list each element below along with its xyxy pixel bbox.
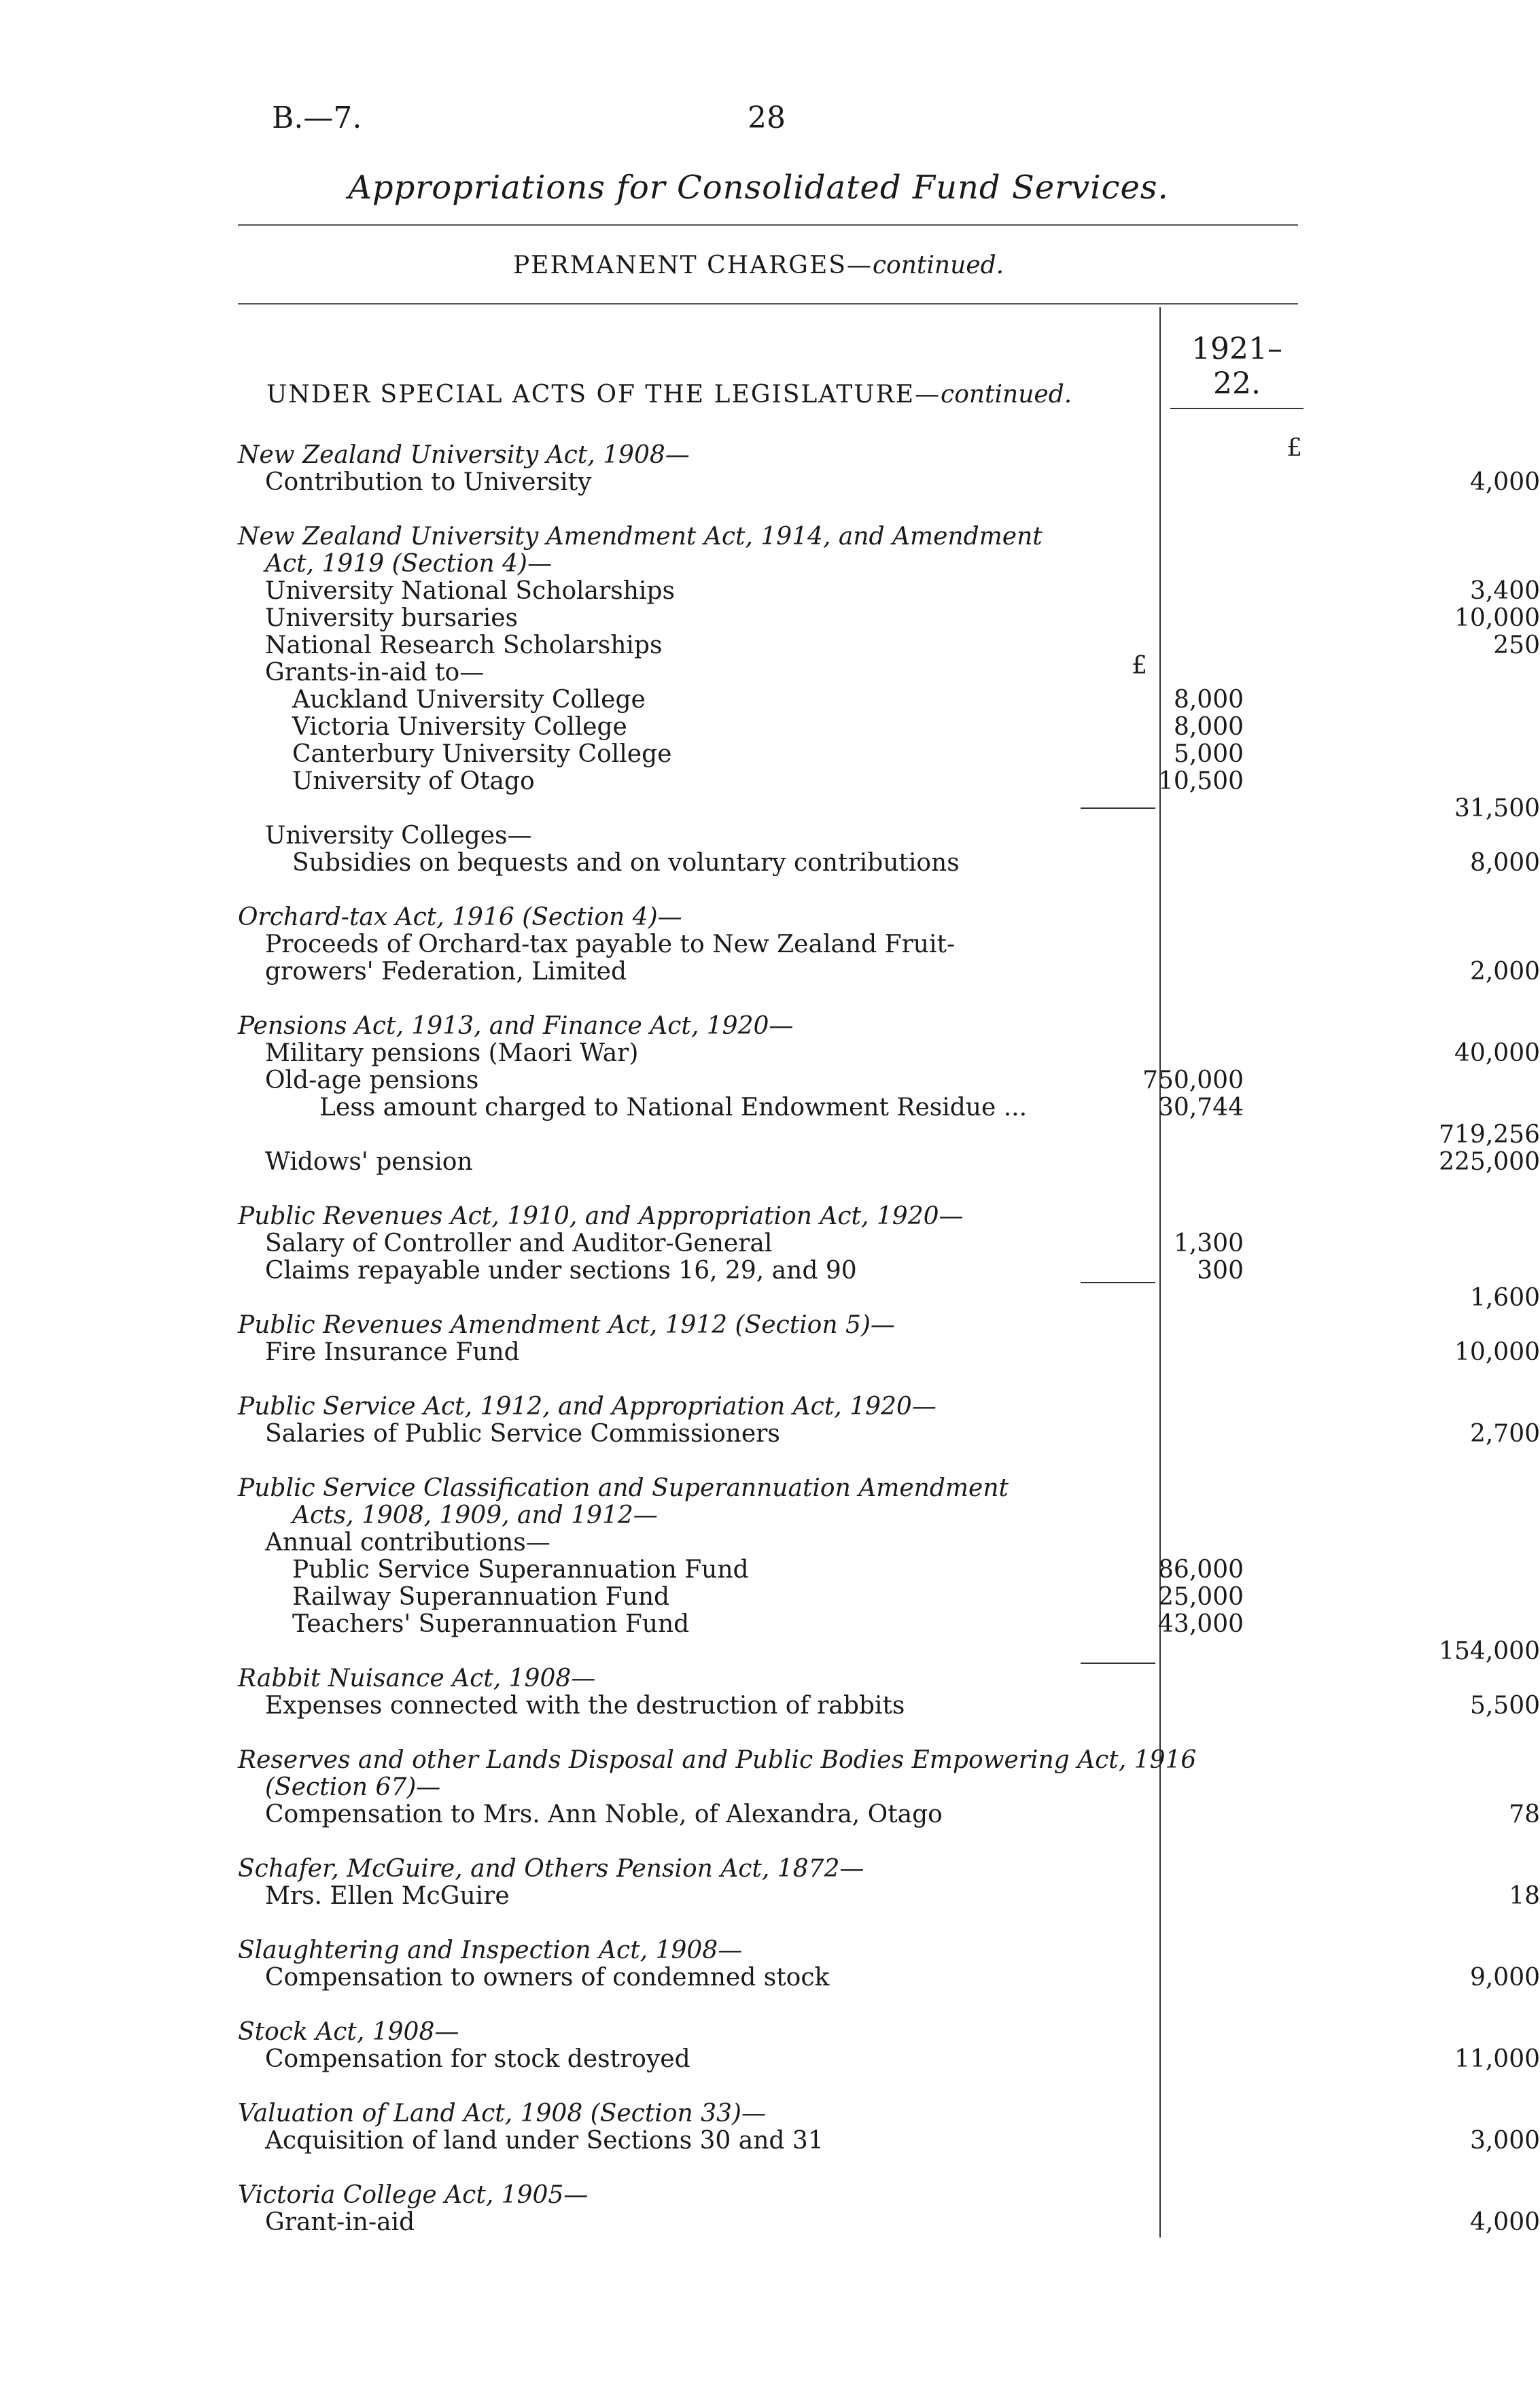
- list-item: [238, 740, 1244, 768]
- act-title: Stock Act, 1908—: [238, 2018, 459, 2046]
- act-title: Orchard-tax Act, 1916 (Section 4)—: [238, 903, 682, 931]
- year-amount: 8,000: [1469, 849, 1540, 877]
- list-item: [238, 1856, 1155, 1883]
- list-item: [238, 713, 1244, 741]
- list-item: [238, 1746, 1197, 1774]
- list-item: [238, 2208, 1540, 2236]
- item-label: Salaries of Public Service Commissioners: [265, 1420, 780, 1448]
- year-amount: 9,000: [1469, 1964, 1540, 1992]
- list-item: [238, 2182, 1155, 2209]
- item-label: Subsidies on bequests and on voluntary contributions: [292, 849, 960, 877]
- sub-amount: 43,000: [1158, 1610, 1244, 1638]
- list-item: [238, 1801, 1540, 1828]
- list-item: [238, 1637, 1540, 1665]
- list-item: [238, 1312, 1155, 1339]
- list-item: [238, 1692, 1540, 1720]
- under-heading: [266, 381, 1072, 408]
- item-label: Grant-in-aid: [265, 2208, 415, 2236]
- act-title: Acts, 1908, 1909, and 1912—: [292, 1501, 658, 1529]
- sub-amount: 30,744: [1158, 1094, 1244, 1121]
- item-label: Teachers' Superannuation Fund: [292, 1610, 690, 1638]
- year-column-header: 1921–22.: [1191, 332, 1282, 401]
- section-title-continued: continued.: [872, 251, 1004, 279]
- sub-amount: 300: [1197, 1257, 1244, 1285]
- subtotal-rule: [1081, 1282, 1155, 1283]
- title-rule: [238, 224, 1298, 226]
- list-item: [238, 659, 1155, 686]
- list-item: [238, 1257, 1244, 1285]
- list-item: [238, 551, 1155, 578]
- item-label: Canterbury University College: [292, 740, 672, 768]
- list-item: [238, 2019, 1155, 2046]
- item-label: Compensation to owners of condemned stock: [265, 1964, 830, 1992]
- item-label: Military pensions (Maori War): [265, 1039, 639, 1067]
- item-label: Widows' pension: [265, 1148, 473, 1176]
- item-label: Auckland University College: [292, 686, 646, 714]
- item-label: growers' Federation, Limited: [265, 958, 627, 986]
- list-item: [238, 523, 1155, 551]
- list-item: [238, 1937, 1155, 1964]
- list-item: [238, 604, 1540, 632]
- item-label: Claims repayable under sections 16, 29, and 90: [265, 1257, 857, 1285]
- year-amount: 78: [1509, 1801, 1540, 1828]
- sub-amount: 750,000: [1142, 1066, 1244, 1094]
- act-title: Schafer, McGuire, and Others Pension Act, 1872—: [238, 1855, 864, 1883]
- list-item: [238, 631, 1540, 659]
- year-amount: 5,500: [1469, 1692, 1540, 1720]
- year-header-rule: [1170, 408, 1303, 409]
- section-title: [0, 251, 1517, 279]
- year-amount: 31,500: [1454, 795, 1540, 822]
- list-item: [238, 2100, 1155, 2127]
- list-item: [238, 795, 1540, 822]
- subtotal-rule: [1081, 807, 1155, 809]
- act-title: Act, 1919 (Section 4)—: [265, 550, 552, 578]
- list-item: [238, 1121, 1540, 1149]
- list-item: [238, 1610, 1244, 1638]
- year-amount: 10,000: [1454, 604, 1540, 632]
- item-label: University bursaries: [265, 604, 519, 632]
- item-label: Less amount charged to National Endowment Residue ...: [319, 1094, 1028, 1121]
- list-item: [238, 904, 1155, 931]
- list-item: [238, 468, 1540, 496]
- act-title: (Section 67)—: [265, 1773, 441, 1801]
- list-item: [238, 1013, 1155, 1040]
- sub-amount: 1,300: [1173, 1230, 1244, 1257]
- under-heading-text: UNDER SPECIAL ACTS OF THE LEGISLATURE—: [266, 381, 941, 408]
- list-item: [238, 686, 1244, 714]
- item-label: Railway Superannuation Fund: [292, 1583, 670, 1611]
- year-amount: 154,000: [1439, 1637, 1540, 1665]
- list-item: [238, 1393, 1155, 1421]
- year-amount: 40,000: [1454, 1039, 1540, 1067]
- list-item: [238, 767, 1244, 795]
- sub-amount: 8,000: [1173, 713, 1244, 741]
- list-item: [238, 1556, 1244, 1584]
- sub-amount: 5,000: [1173, 740, 1244, 768]
- list-item: [238, 1665, 1155, 1692]
- list-item: [238, 849, 1540, 877]
- list-item: [238, 1338, 1540, 1366]
- list-item: [238, 1203, 1155, 1230]
- document-reference: B.—7.: [272, 101, 362, 135]
- list-item: [238, 1039, 1540, 1067]
- act-title: Victoria College Act, 1905—: [238, 2181, 589, 2209]
- list-item: [238, 1475, 1155, 1502]
- year-amount: 2,000: [1469, 958, 1540, 986]
- act-title: Pensions Act, 1913, and Finance Act, 1920—: [238, 1012, 794, 1040]
- list-item: [238, 577, 1540, 605]
- item-label: Acquisition of land under Sections 30 and 31: [265, 2127, 824, 2155]
- list-item: [238, 2045, 1540, 2073]
- under-heading-continued: continued.: [941, 381, 1072, 408]
- section-rule: [238, 303, 1298, 305]
- list-item: [238, 1964, 1540, 1992]
- act-title: New Zealand University Amendment Act, 1914, and Amendment: [238, 523, 1043, 551]
- list-item: [238, 1148, 1540, 1176]
- act-title: Rabbit Nuisance Act, 1908—: [238, 1665, 596, 1692]
- year-amount: 2,700: [1469, 1420, 1540, 1448]
- sub-amount: 10,500: [1158, 767, 1244, 795]
- year-amount: 3,400: [1469, 577, 1540, 605]
- act-title: New Zealand University Act, 1908—: [238, 441, 690, 469]
- list-item: [238, 2127, 1540, 2155]
- sub-amount: 86,000: [1158, 1556, 1244, 1584]
- list-item: [238, 1882, 1540, 1910]
- list-item: [238, 442, 1155, 469]
- year-amount: 225,000: [1439, 1148, 1540, 1176]
- item-label: Annual contributions—: [265, 1529, 550, 1556]
- year-amount: 3,000: [1469, 2127, 1540, 2155]
- item-label: Mrs. Ellen McGuire: [265, 1882, 510, 1910]
- year-amount: 10,000: [1454, 1338, 1540, 1366]
- act-title: Public Service Classification and Superannuation Amendment: [238, 1474, 1009, 1502]
- item-label: Expenses connected with the destruction of rabbits: [265, 1692, 905, 1720]
- item-label: Grants-in-aid to—: [265, 659, 485, 686]
- year-amount: 1,600: [1469, 1284, 1540, 1312]
- page-title: Appropriations for Consolidated Fund Services.: [348, 169, 1169, 207]
- item-label: Proceeds of Orchard-tax payable to New Zealand Fruit-: [265, 931, 956, 958]
- subtotal-rule: [1081, 1663, 1155, 1664]
- act-title: Valuation of Land Act, 1908 (Section 33)—: [238, 2100, 766, 2127]
- page-number: 28: [748, 101, 786, 135]
- list-item: [238, 1583, 1244, 1611]
- inner-currency-symbol: £: [1132, 652, 1147, 680]
- item-label: Old-age pensions: [265, 1066, 479, 1094]
- act-title: Public Service Act, 1912, and Appropriation Act, 1920—: [238, 1393, 937, 1421]
- item-label: Public Service Superannuation Fund: [292, 1556, 749, 1584]
- act-title: Reserves and other Lands Disposal and Public Bodies Empowering Act, 1916: [238, 1746, 1197, 1774]
- act-title: Slaughtering and Inspection Act, 1908—: [238, 1936, 743, 1964]
- list-item: [238, 1502, 1155, 1529]
- year-amount: 18: [1509, 1882, 1540, 1910]
- act-title: Public Revenues Act, 1910, and Appropriation Act, 1920—: [238, 1202, 964, 1230]
- item-label: National Research Scholarships: [265, 631, 663, 659]
- currency-symbol: £: [1287, 434, 1302, 462]
- year-amount: 719,256: [1439, 1121, 1540, 1149]
- act-title: Public Revenues Amendment Act, 1912 (Section 5)—: [238, 1311, 895, 1339]
- list-item: [238, 1284, 1540, 1312]
- item-label: Compensation to Mrs. Ann Noble, of Alexandra, Otago: [265, 1801, 943, 1828]
- sub-amount: 25,000: [1158, 1583, 1244, 1611]
- list-item: [238, 931, 1155, 958]
- item-label: Victoria University College: [292, 713, 627, 741]
- list-item: [238, 1066, 1244, 1094]
- list-item: [238, 1420, 1540, 1448]
- list-item: [238, 822, 1155, 850]
- list-item: [238, 958, 1540, 986]
- sub-amount: 8,000: [1173, 686, 1244, 714]
- list-item: [238, 1529, 1155, 1556]
- item-label: Fire Insurance Fund: [265, 1338, 520, 1366]
- item-label: Salary of Controller and Auditor-General: [265, 1230, 773, 1257]
- item-label: Compensation for stock destroyed: [265, 2045, 690, 2073]
- year-amount: 4,000: [1469, 2208, 1540, 2236]
- year-amount: 4,000: [1469, 468, 1540, 496]
- list-item: [238, 1774, 1155, 1801]
- item-label: University of Otago: [292, 767, 535, 795]
- list-item: [238, 1230, 1244, 1257]
- item-label: Contribution to University: [265, 468, 592, 496]
- item-label: University National Scholarships: [265, 577, 675, 605]
- section-title-text: PERMANENT CHARGES—: [512, 251, 873, 279]
- item-label: University Colleges—: [265, 822, 532, 850]
- year-amount: 11,000: [1454, 2045, 1540, 2073]
- list-item: [238, 1094, 1244, 1121]
- year-amount: 250: [1493, 631, 1540, 659]
